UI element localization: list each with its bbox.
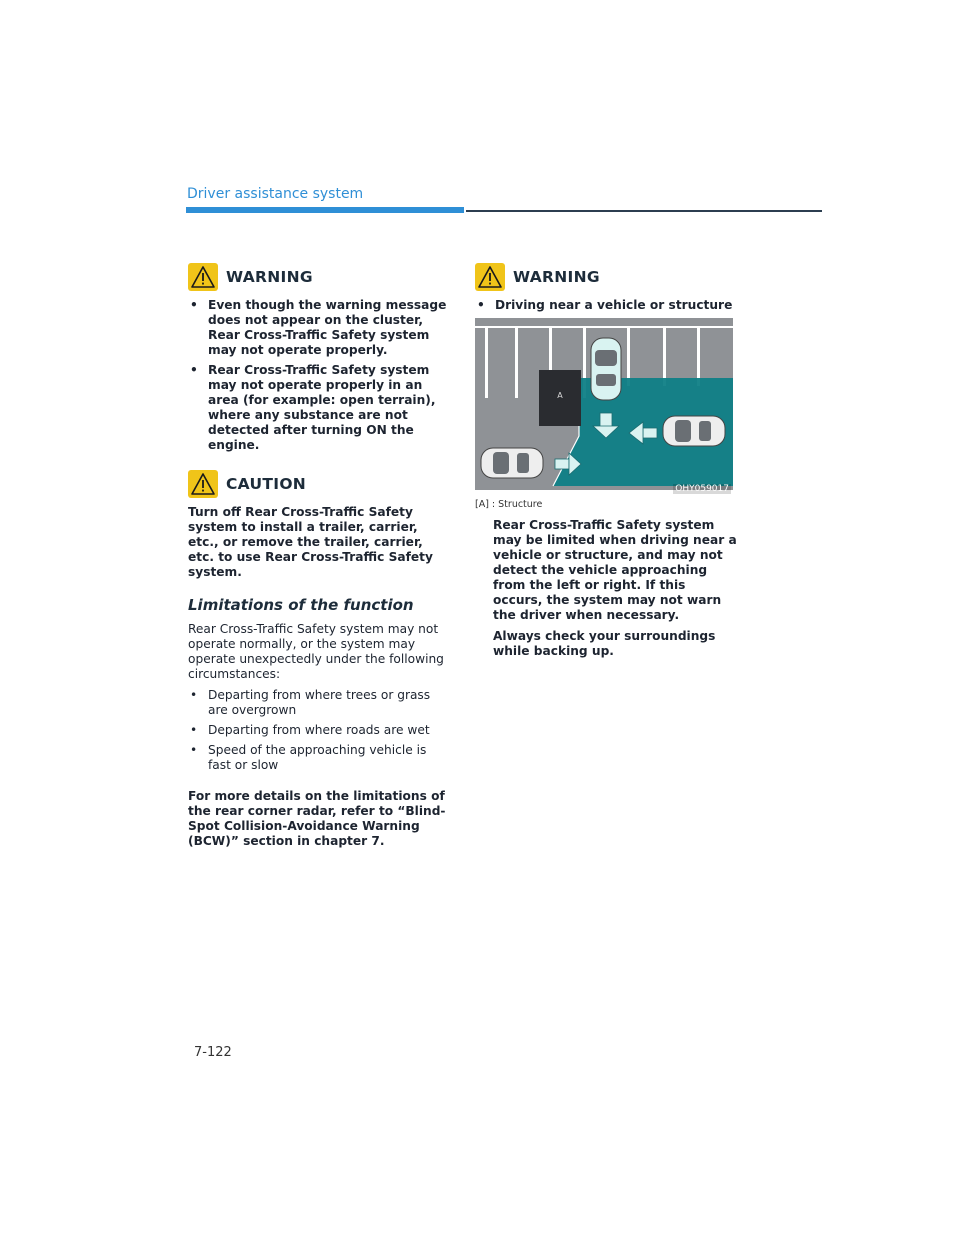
limitations-bullet-list xyxy=(188,688,450,773)
caution-title: CAUTION xyxy=(226,475,307,493)
left-column xyxy=(188,262,450,855)
figure-code: OHY059017 xyxy=(675,484,729,494)
page-number: 7-122 xyxy=(194,1045,232,1060)
header-divider-line xyxy=(466,210,822,212)
warning-block-left xyxy=(188,262,450,453)
caution-triangle-icon xyxy=(188,470,218,498)
header-accent-bar xyxy=(186,207,464,213)
list-item: • Speed of the approaching vehicle is fast or slow xyxy=(188,743,450,773)
approaching-car-left xyxy=(481,448,543,478)
right-column xyxy=(475,262,737,665)
warning-heading xyxy=(188,262,450,292)
list-item: • Departing from where trees or grass are overgrown xyxy=(188,688,450,718)
warning-body-right xyxy=(475,518,737,659)
parking-diagram xyxy=(475,318,733,490)
list-item: • Rear Cross-Traffic Safety system may not operate properly in an area (for example: open terrain), where any substance are not detected after turning ON the engine. xyxy=(188,363,450,453)
warning-bullet-list xyxy=(188,298,450,453)
caution-block xyxy=(188,469,450,580)
structure-label: A xyxy=(557,391,563,400)
caution-heading xyxy=(188,469,450,499)
warning-heading-right xyxy=(475,262,737,292)
header-section-title: Driver assistance system xyxy=(187,186,364,202)
approaching-car-right xyxy=(663,416,725,446)
warning-paragraph-1: Rear Cross-Traffic Safety system may be limited when driving near a vehicle or structure, and may not detect the vehicle approaching from the left or right. If this occurs, the system may not warn the driver when necessary. xyxy=(493,518,737,622)
list-item: • Even though the warning message does not appear on the cluster, Rear Cross-Traffic Safety system may not operate properly. xyxy=(188,298,450,358)
warning-bullet-list-right xyxy=(475,298,737,313)
warning-triangle-icon xyxy=(475,263,505,291)
parking-lot-illustration xyxy=(475,318,733,496)
figure-caption: [A] : Structure xyxy=(475,499,543,510)
limitations-note: For more details on the limitations of the rear corner radar, refer to “Blind-Spot Collision-Avoidance Warning (BCW)” section in chapter 7. xyxy=(188,789,446,848)
warning-paragraph-2: Always check your surroundings while backing up. xyxy=(493,629,716,658)
warning-title: WARNING xyxy=(513,268,600,286)
limitations-title: Limitations of the function xyxy=(188,596,414,614)
list-item: • Driving near a vehicle or structure xyxy=(475,298,737,313)
list-item: • Departing from where roads are wet xyxy=(188,723,450,738)
caution-text: Turn off Rear Cross-Traffic Safety system to install a trailer, carrier, etc., or remove the trailer, carrier, etc. to use Rear Cross-Traffic Safety system. xyxy=(188,505,433,579)
warning-triangle-icon xyxy=(188,263,218,291)
limitations-intro: Rear Cross-Traffic Safety system may not operate normally, or the system may operate unexpectedly under the following circumstances: xyxy=(188,622,444,681)
warning-title: WARNING xyxy=(226,268,313,286)
backing-car xyxy=(591,338,621,400)
